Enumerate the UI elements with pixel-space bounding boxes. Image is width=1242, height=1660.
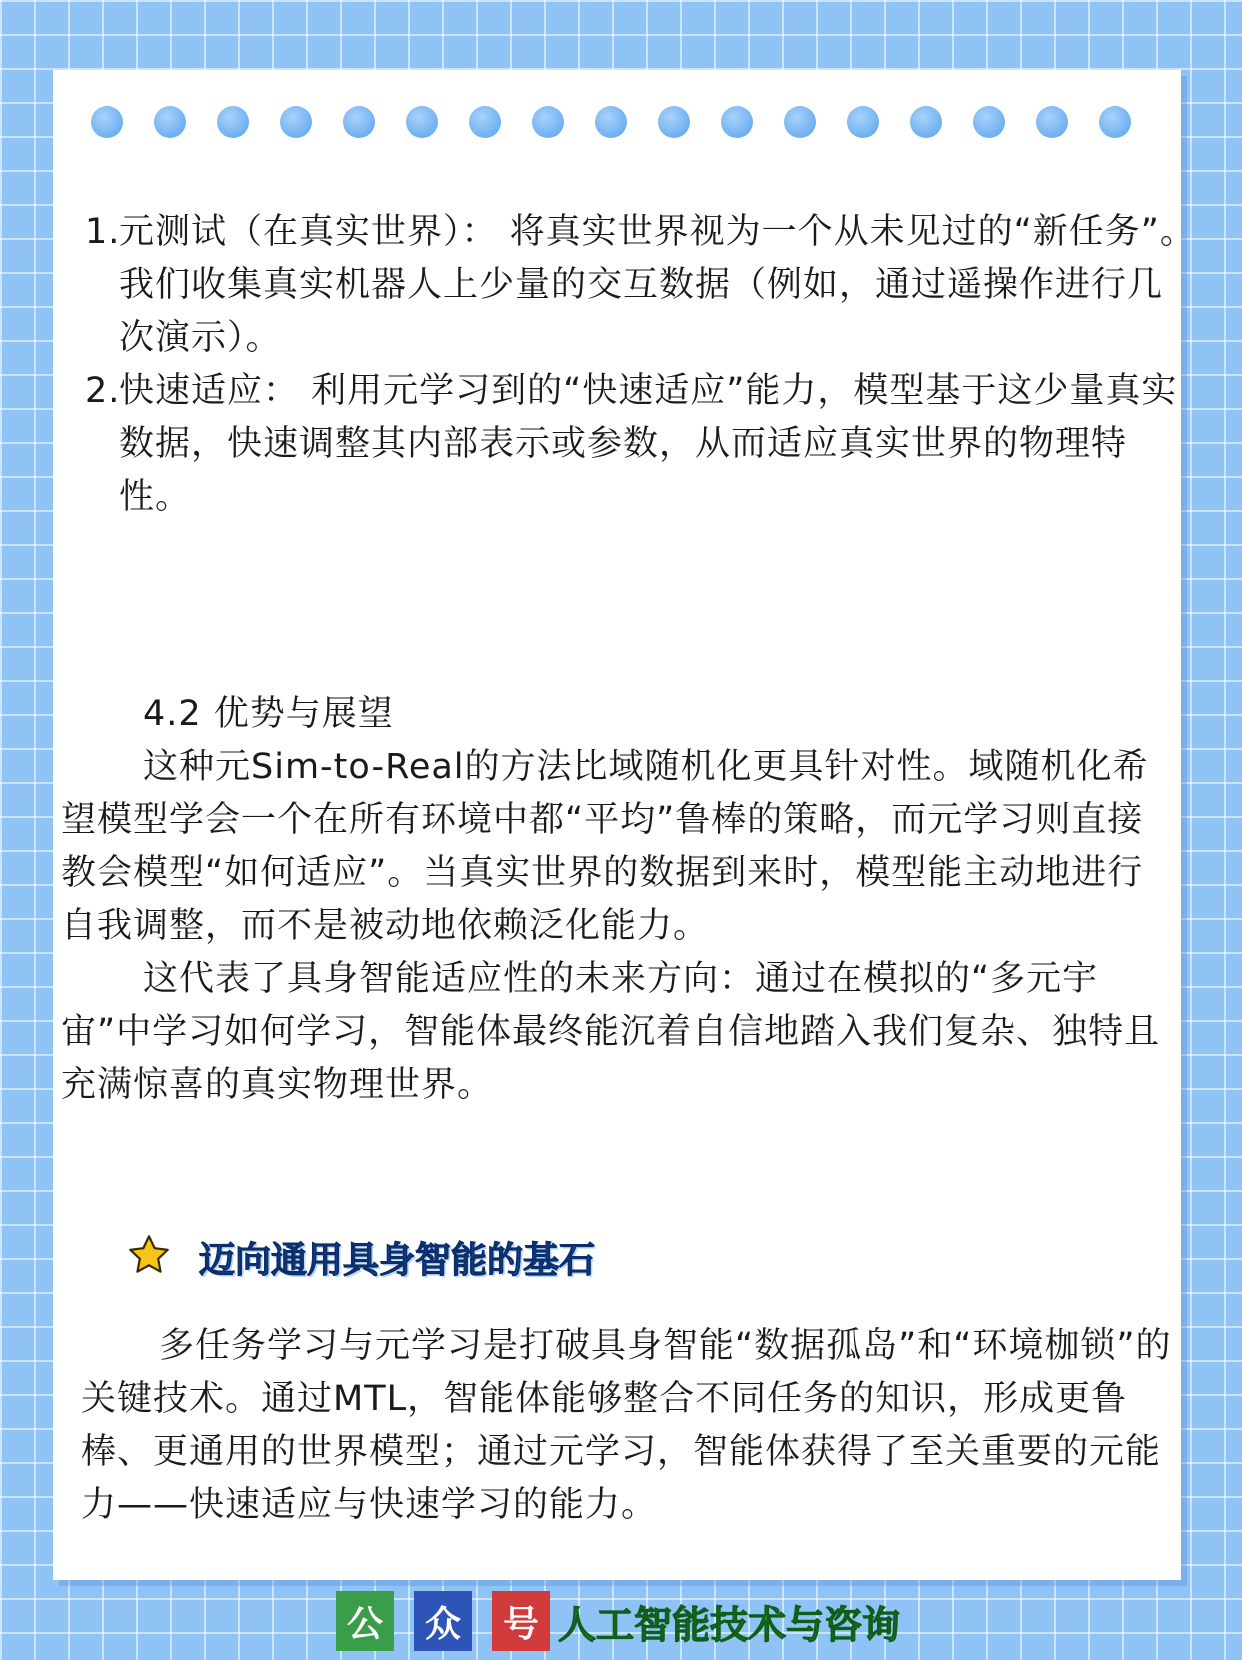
binder-dot	[784, 106, 816, 138]
step-list	[85, 206, 1197, 524]
list-text: 元测试（在真实世界）： 将真实世界视为一个从未见过的“新任务”。我们收集真实机器人上少量的交互数据（例如，通过遥操作进行几次演示）。	[119, 212, 1196, 358]
badge-hao: 号	[492, 1591, 550, 1651]
content-card	[53, 70, 1196, 1580]
binder-dot	[532, 106, 564, 138]
binder-dot	[469, 106, 501, 138]
badge-gong: 公	[336, 1591, 394, 1651]
binder-dot	[1099, 106, 1131, 138]
paragraph: 这种元Sim-to-Real的方法比域随机化更具针对性。域随机化希望模型学会一个在所有环境中都“平均”鲁棒的策略，而元学习则直接教会模型“如何适应”。当真实世界的数据到来时，模型能主动地进行自我调整，而不是被动地依赖泛化能力。	[61, 747, 1149, 946]
binder-dot	[280, 106, 312, 138]
binder-dot	[847, 106, 879, 138]
binder-dot	[910, 106, 942, 138]
binder-dot	[91, 106, 123, 138]
footer-brand	[336, 1590, 900, 1652]
binder-dot	[721, 106, 753, 138]
binder-dot	[1036, 106, 1068, 138]
list-text: 快速适应： 利用元学习到的“快速适应”能力，模型基于这少量真实数据，快速调整其内部表示或参数，从而适应真实世界的物理特性。	[119, 371, 1178, 517]
list-item	[85, 365, 1197, 524]
binder-dot	[658, 106, 690, 138]
binder-dot	[595, 106, 627, 138]
binder-dot	[973, 106, 1005, 138]
paragraph: 这代表了具身智能适应性的未来方向：通过在模拟的“多元宇宙”中学习如何学习，智能体最终能沉着自信地踏入我们复杂、独特且充满惊喜的真实物理世界。	[61, 959, 1161, 1105]
account-name: 人工智能技术与咨询	[558, 1602, 901, 1647]
binder-dot	[154, 106, 186, 138]
list-number: 2.	[85, 371, 121, 411]
star-icon	[127, 1233, 171, 1277]
binder-dot	[406, 106, 438, 138]
badge-zhong: 众	[414, 1591, 472, 1651]
binder-dot	[217, 106, 249, 138]
highlight-title: 迈向通用具身智能的基石	[199, 1240, 596, 1281]
section-advantages	[61, 688, 1173, 1112]
conclusion-paragraph: 多任务学习与元学习是打破具身智能“数据孤岛”和“环境枷锁”的关键技术。通过MTL，智能体能够整合不同任务的知识，形成更鲁棒、更通用的世界模型；通过元学习，智能体获得了至关重要的元能力——快速适应与快速学习的能力。	[81, 1326, 1172, 1525]
binder-dot	[343, 106, 375, 138]
section-title: 4.2 优势与展望	[143, 694, 394, 734]
list-number: 1.	[85, 212, 121, 252]
list-item	[85, 206, 1197, 365]
